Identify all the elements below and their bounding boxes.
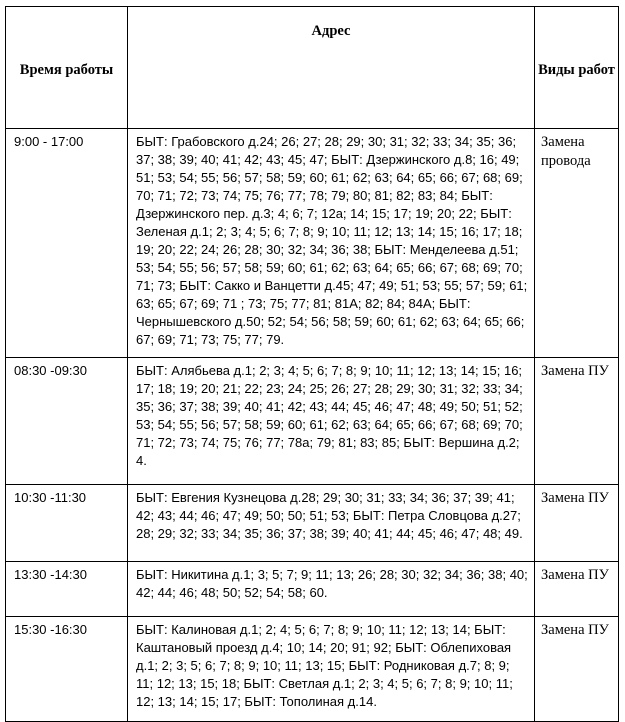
table-row: [6, 617, 619, 722]
work-type-cell: Замена ПУ: [535, 358, 619, 485]
header-work-type: Виды работ: [535, 7, 619, 129]
time-cell: 9:00 - 17:00: [6, 129, 128, 358]
table-row: [6, 358, 619, 485]
address-cell: БЫТ: Евгения Кузнецова д.28; 29; 30; 31; 33; 34; 36; 37; 39; 41; 42; 43; 44; 46; 47; 49; 50; 50; 51; 53; БЫТ: Петра Словцова д.27; 28; 29; 32; 33; 34; 35; 36; 37; 38; 39; 40; 41; 44; 45; 46; 47; 48; 49.: [128, 485, 535, 562]
table-row: [6, 129, 619, 358]
time-cell: 08:30 -09:30: [6, 358, 128, 485]
table-row: [6, 562, 619, 617]
header-row: [6, 7, 619, 129]
work-type-cell: Замена ПУ: [535, 617, 619, 722]
time-cell: 15:30 -16:30: [6, 617, 128, 722]
work-type-cell: Замена ПУ: [535, 485, 619, 562]
address-cell: БЫТ: Никитина д.1; 3; 5; 7; 9; 11; 13; 26; 28; 30; 32; 34; 36; 38; 40; 42; 44; 46; 48; 50; 52; 54; 58; 60.: [128, 562, 535, 617]
header-address: Адрес: [128, 7, 535, 129]
address-cell: БЫТ: Калиновая д.1; 2; 4; 5; 6; 7; 8; 9; 10; 11; 12; 13; 14; БЫТ: Каштановый проезд д.4; 10; 14; 20; 91; 92; БЫТ: Облепиховая д.1; 2; 3; 5; 6; 7; 8; 9; 10; 11; 13; 15; БЫТ: Родниковая д.7; 8; 9; 11; 12; 13; 15; 18; БЫТ: Светлая д.1; 2; 3; 4; 5; 6; 7; 8; 9; 10; 11; 12; 13; 14; 15; 17; БЫТ: Тополиная д.14.: [128, 617, 535, 722]
time-cell: 10:30 -11:30: [6, 485, 128, 562]
address-cell: БЫТ: Грабовского д.24; 26; 27; 28; 29; 30; 31; 32; 33; 34; 35; 36; 37; 38; 39; 40; 41; 42; 43; 45; 47; БЫТ: Дзержинского д.8; 16; 49; 51; 53; 54; 55; 56; 57; 58; 59; 60; 61; 62; 63; 64; 65; 66; 67; 68; 69; 70; 71; 72; 73; 74; 75; 76; 77; 78; 79; 80; 81; 82; 83; 84; БЫТ: Дзержинского пер. д.3; 4; 6; 7; 12а; 14; 15; 17; 19; 20; 22; БЫТ: Зеленая д.1; 2; 3; 4; 5; 6; 7; 8; 9; 10; 11; 12; 13; 14; 15; 16; 17; 18; 19; 20; 22; 24; 26; 28; 30; 32; 34; 36; 38; БЫТ: Менделеева д.51; 53; 54; 55; 56; 57; 58; 59; 60; 61; 62; 63; 64; 65; 66; 67; 68; 69; 70; 71; 73; БЫТ: Сакко и Ванцетти д.45; 47; 49; 51; 53; 55; 57; 59; 61; 63; 65; 67; 69; 71 ; 73; 75; 77; 81; 81А; 82; 84; 84А; БЫТ: Чернышевского д.50; 52; 54; 56; 58; 59; 60; 61; 62; 63; 64; 65; 66; 67; 69; 71; 73; 75; 77; 79.: [128, 129, 535, 358]
outage-schedule-table: [5, 6, 619, 722]
header-time: Время работы: [6, 7, 128, 129]
address-cell: БЫТ: Алябьева д.1; 2; 3; 4; 5; 6; 7; 8; 9; 10; 11; 12; 13; 14; 15; 16; 17; 18; 19; 20; 21; 22; 23; 24; 25; 26; 27; 28; 29; 30; 31; 32; 33; 34; 35; 36; 37; 38; 39; 40; 41; 42; 43; 44; 45; 46; 47; 48; 49; 50; 51; 52; 53; 54; 55; 56; 57; 58; 59; 60; 61; 62; 63; 64; 65; 66; 67; 68; 69; 70; 71; 72; 73; 74; 75; 76; 77; 78а; 79; 81; 83; 85; БЫТ: Вершина д.2; 4.: [128, 358, 535, 485]
work-type-cell: Замена ПУ: [535, 562, 619, 617]
time-cell: 13:30 -14:30: [6, 562, 128, 617]
table-row: [6, 485, 619, 562]
work-type-cell: Замена провода: [535, 129, 619, 358]
